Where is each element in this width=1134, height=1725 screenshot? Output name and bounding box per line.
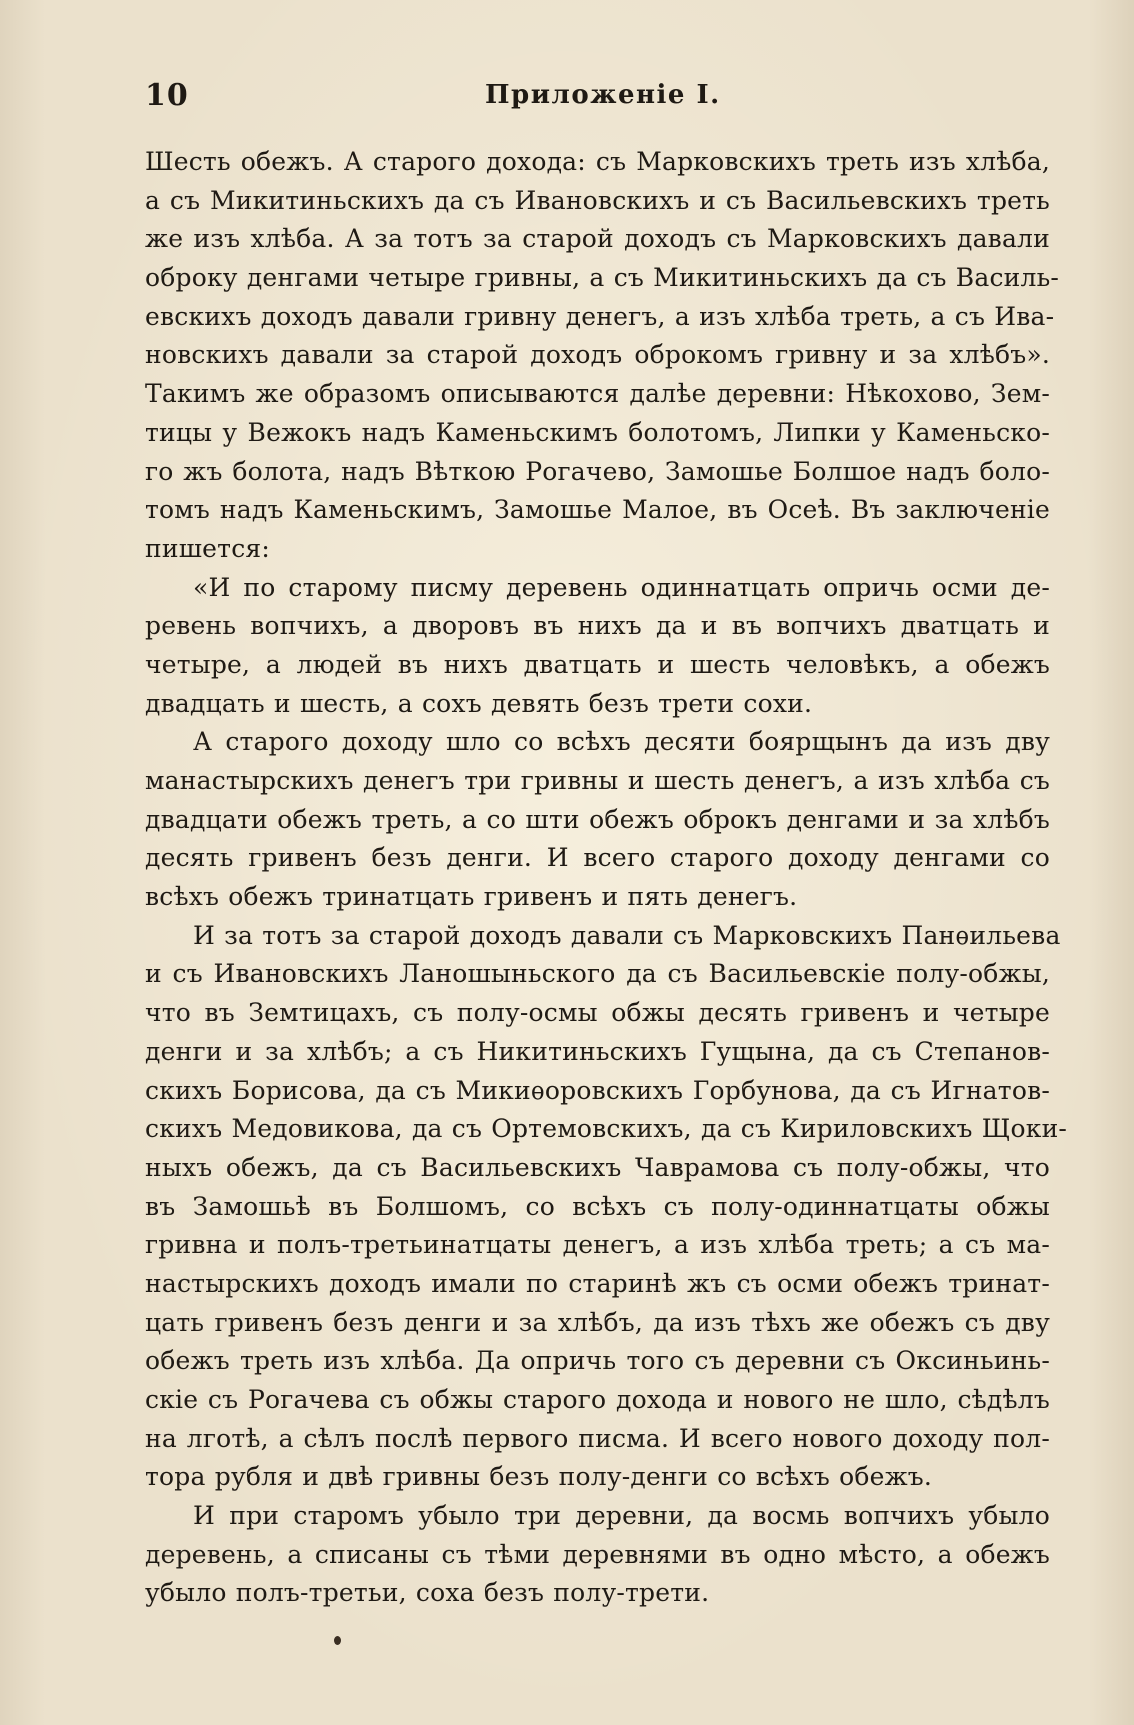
text-line: же изъ хлѣба. А за тотъ за старой доходъ съ Марковскихъ давали (145, 224, 1050, 254)
text-line: гривна и полъ-третьинатцаты денегъ, а изъ хлѣба треть; а съ ма- (145, 1230, 1050, 1260)
text-line: «И по старому писму деревень одиннатцать опричь осми де- (193, 572, 1050, 602)
text-line: двадцати обежъ треть, а со шти обежъ оброкъ денгами и за хлѣбъ (145, 804, 1050, 834)
text-line: И за тотъ за старой доходъ давали съ Марковскихъ Панѳильева (193, 920, 1061, 950)
text-line: Такимъ же образомъ описываются далѣе деревни: Нѣкохово, Зем- (145, 379, 1050, 409)
ink-mark (334, 1636, 341, 1645)
text-line: на лготѣ, а сѣлъ послѣ первого писма. И всего нового доходу пол- (145, 1423, 1050, 1453)
text-line: пишется: (145, 533, 270, 563)
text-line: томъ надъ Каменьскимъ, Замошье Малое, въ Осеѣ. Въ заключеніе (145, 495, 1050, 525)
text-line: обежъ треть изъ хлѣба. Да опричь того съ деревни съ Оксиньинь- (145, 1346, 1050, 1376)
text-line: скихъ Медовикова, да съ Ортемовскихъ, да съ Кириловскихъ Щоки- (145, 1114, 1068, 1144)
text-line: а съ Микитиньскихъ да съ Ивановскихъ и съ Васильевскихъ треть (145, 185, 1050, 215)
page-number: 10 (145, 78, 189, 113)
text-line: А старого доходу шло со всѣхъ десяти боярщынъ да изъ дву (193, 727, 1050, 757)
page-header (145, 78, 1045, 118)
text-line: цать гривенъ безъ денги и за хлѣбъ, да изъ тѣхъ же обежъ съ дву (145, 1307, 1050, 1337)
text-line: тора рубля и двѣ гривны безъ полу-денги со всѣхъ обежъ. (145, 1462, 933, 1492)
text-line: тицы у Вежокъ надъ Каменьскимъ болотомъ, Липки у Каменьско- (145, 417, 1050, 447)
text-line: денги и за хлѣбъ; а съ Никитиньскихъ Гущына, да съ Степанов- (145, 1036, 1050, 1066)
text-line: въ Замошьѣ въ Болшомъ, со всѣхъ съ полу-одиннатцаты обжы (145, 1191, 1050, 1221)
text-line: скіе съ Рогачева съ обжы старого дохода и нового не шло, сѣдѣлъ (145, 1385, 1050, 1414)
text-line: ныхъ обежъ, да съ Васильевскихъ Чаврамова съ полу-обжы, что (145, 1152, 1050, 1182)
text-line: что въ Земтицахъ, съ полу-осмы обжы десять гривенъ и четыре (145, 998, 1050, 1028)
text-line: го жъ болота, надъ Вѣткою Рогачево, Замошье Болшое надъ боло- (145, 456, 1050, 486)
text-line: ревень вопчихъ, а дворовъ въ нихъ да и въ вопчихъ дватцать и (145, 611, 1050, 641)
body-text (145, 143, 1068, 1613)
text-line: настырскихъ доходъ имали по старинѣ жъ съ осми обежъ тринат- (145, 1268, 1050, 1298)
text-line: четыре, а людей въ нихъ дватцать и шесть человѣкъ, а обежъ (145, 649, 1050, 679)
text-line: евскихъ доходъ давали гривну денегъ, а изъ хлѣба треть, а съ Ива- (145, 301, 1055, 331)
text-line: скихъ Борисова, да съ Микиѳоровскихъ Горбунова, да съ Игнатов- (145, 1075, 1050, 1105)
text-line: оброку денгами четыре гривны, а съ Микитиньскихъ да съ Василь- (145, 263, 1060, 293)
text-line: убыло полъ-третьи, соха безъ полу-трети. (145, 1578, 710, 1608)
text-line: новскихъ давали за старой доходъ оброкомъ гривну и за хлѣбъ». (145, 340, 1050, 370)
text-line: двадцать и шесть, а сохъ девять безъ трети сохи. (145, 688, 813, 718)
text-line: манастырскихъ денегъ три гривны и шесть денегъ, а изъ хлѣба съ (145, 766, 1050, 795)
text-line: Шесть обежъ. А старого дохода: съ Марковскихъ треть изъ хлѣба, (145, 147, 1050, 176)
text-line: десять гривенъ безъ денги. И всего старого доходу денгами со (145, 843, 1050, 873)
text-line: и съ Ивановскихъ Ланошыньского да съ Васильевскіе полу-обжы, (145, 959, 1050, 989)
text-line: деревень, а списаны съ тѣми деревнями въ одно мѣсто, а обежъ (145, 1539, 1050, 1569)
running-head: Приложеніе I. (485, 80, 721, 110)
text-line: И при старомъ убыло три деревни, да восмь вопчихъ убыло (193, 1501, 1050, 1531)
text-line: всѣхъ обежъ тринатцать гривенъ и пять денегъ. (145, 882, 798, 912)
